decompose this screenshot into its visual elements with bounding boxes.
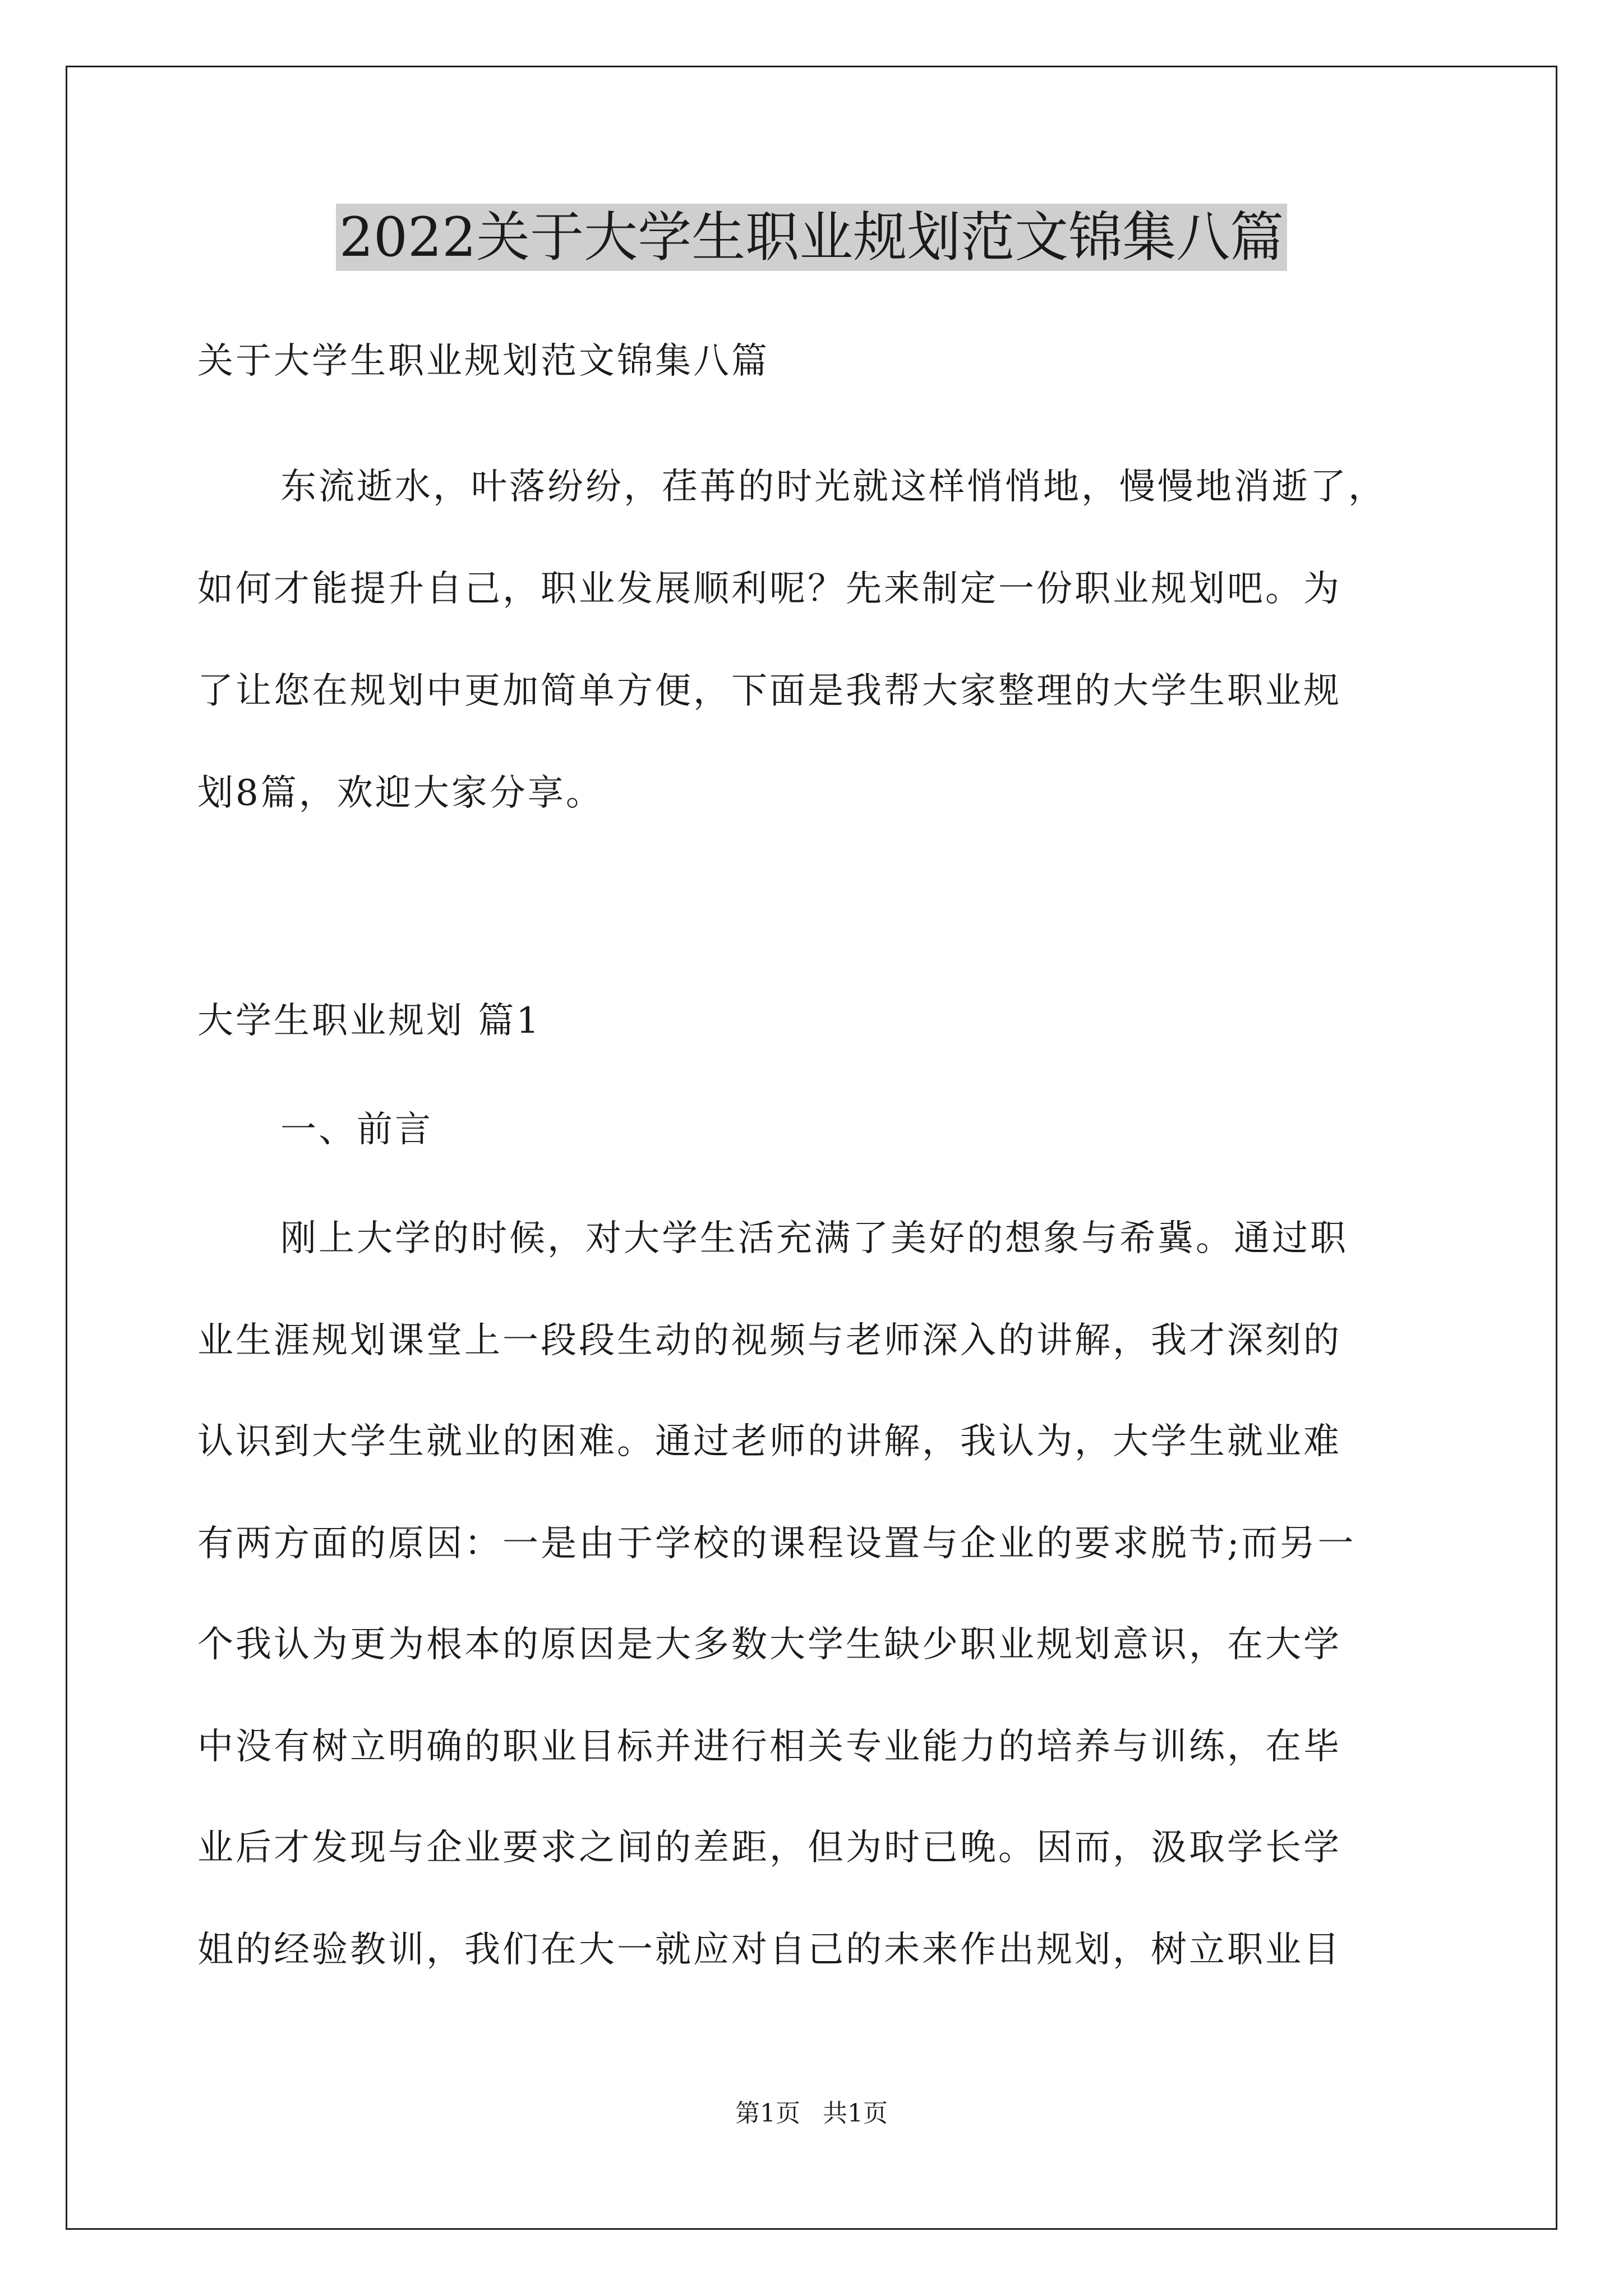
body-line: 姐的经验教训，我们在大一就应对自己的未来作出规划，树立职业目 — [197, 1929, 1341, 1971]
intro-line: 如何才能提升自己，职业发展顺利呢？先来制定一份职业规划吧。为 — [197, 568, 1341, 610]
intro-line: 了让您在规划中更加简单方便，下面是我帮大家整理的大学生职业规 — [197, 670, 1341, 712]
document-subtitle: 关于大学生职业规划范文锦集八篇 — [197, 341, 769, 382]
intro-line: 东流逝水，叶落纷纷，荏苒的时光就这样悄悄地，慢慢地消逝了， — [280, 466, 1386, 508]
body-line: 业生涯规划课堂上一段段生动的视频与老师深入的讲解，我才深刻的 — [197, 1320, 1341, 1361]
page-footer — [0, 2097, 1623, 2131]
intro-line: 划8篇，欢迎大家分享。 — [197, 772, 604, 814]
section-heading: 大学生职业规划 篇1 — [197, 1000, 542, 1042]
body-line: 有两方面的原因：一是由于学校的课程设置与企业的要求脱节;而另一 — [197, 1523, 1356, 1565]
body-line: 刚上大学的时候，对大学生活充满了美好的想象与希冀。通过职 — [280, 1218, 1348, 1259]
body-line: 个我认为更为根本的原因是大多数大学生缺少职业规划意识，在大学 — [197, 1624, 1341, 1665]
document-title-text: 2022关于大学生职业规划范文锦集八篇 — [336, 204, 1287, 271]
page-number-current: 第1页 — [735, 2099, 800, 2128]
body-line: 业后才发现与企业要求之间的差距，但为时已晚。因而，汲取学长学 — [197, 1827, 1341, 1869]
body-line: 认识到大学生就业的困难。通过老师的讲解，我认为，大学生就业难 — [197, 1421, 1341, 1462]
document-title — [0, 201, 1623, 274]
page-number-total: 共1页 — [823, 2099, 888, 2128]
body-line: 中没有树立明确的职业目标并进行相关专业能力的培养与训练，在毕 — [197, 1726, 1341, 1768]
subsection-heading: 一、前言 — [280, 1109, 433, 1151]
